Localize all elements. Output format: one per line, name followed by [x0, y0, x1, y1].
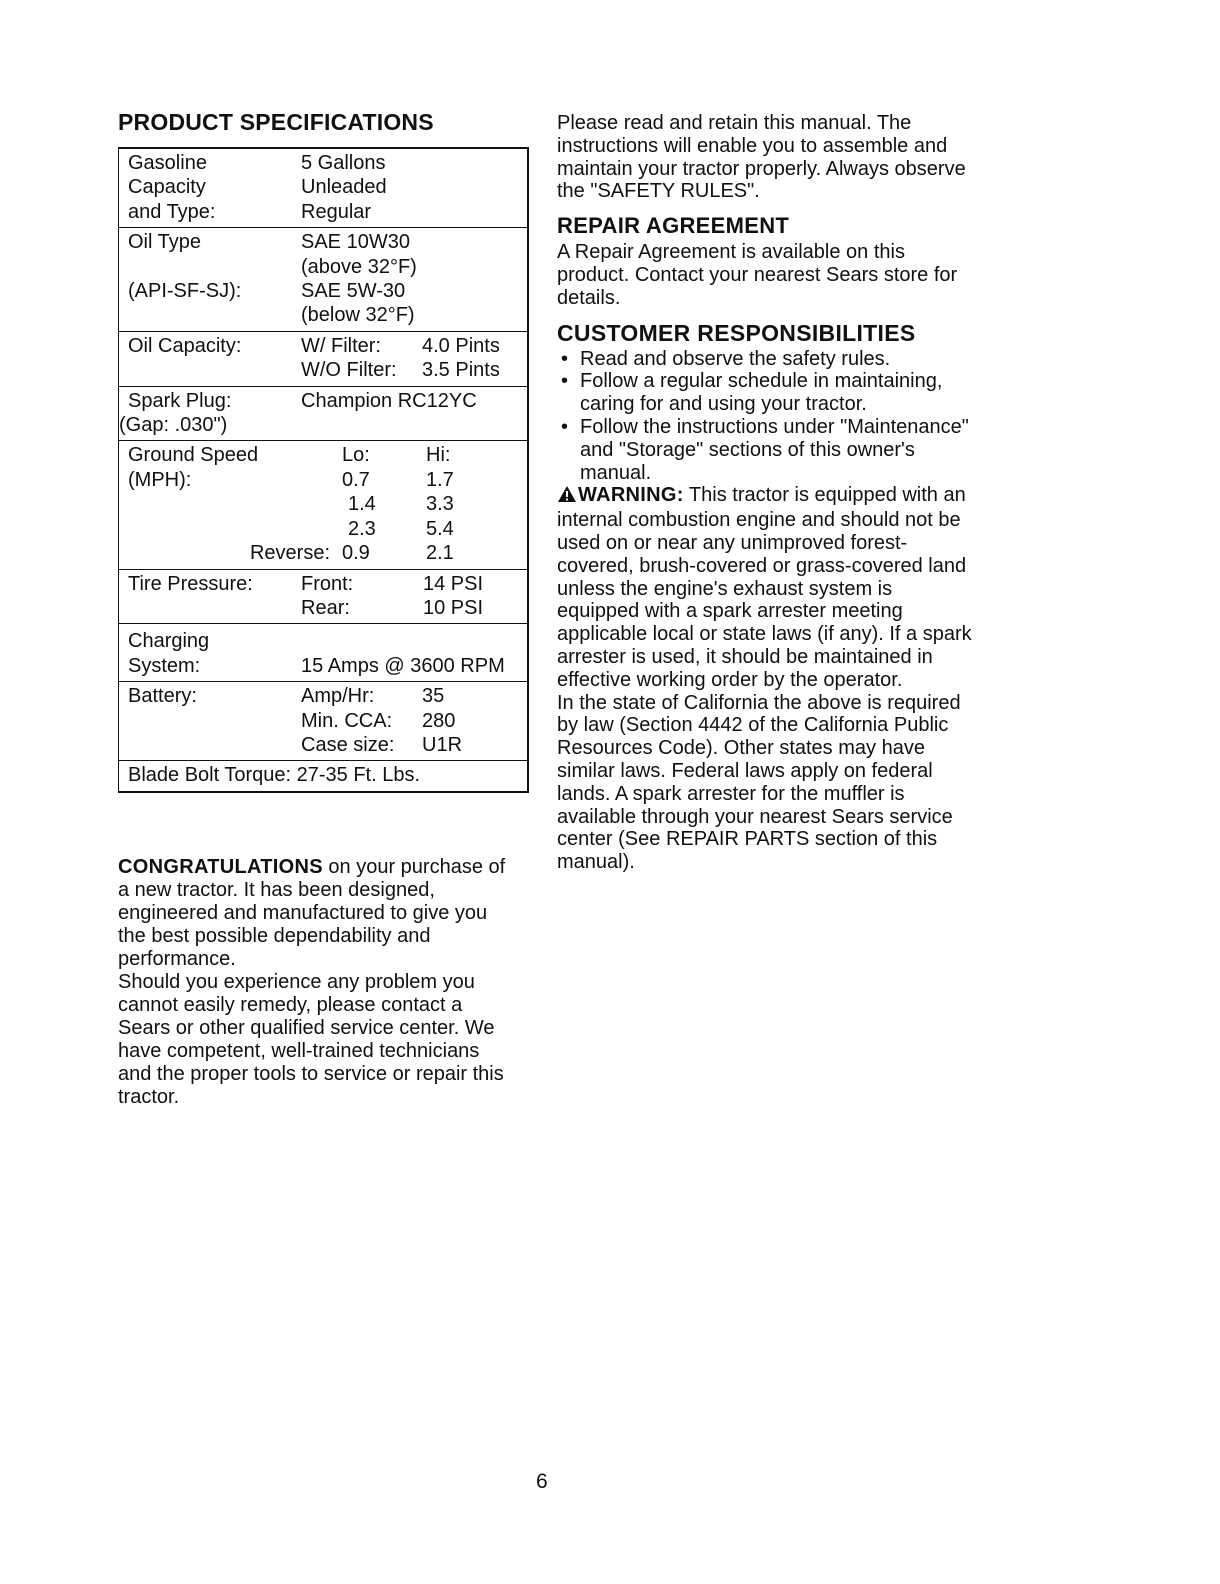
intro-paragraph: Please read and retain this manual. The instructions will enable you to assemble and maintain your tractor properly. Always observe the "SAFETY RULES".	[557, 112, 966, 203]
spark-plug-label: Spark Plug:	[128, 389, 232, 412]
spec-row-charging-system: Charging System: 15 Amps @ 3600 RPM	[119, 623, 527, 681]
list-item: • Follow the instructions under "Maintenance" and "Storage" sections of this owner's manual.	[557, 416, 972, 484]
warning-paragraph	[557, 484, 972, 691]
congratulations-section	[118, 856, 518, 1109]
responsibilities-list	[557, 348, 972, 485]
list-item: • Follow a regular schedule in maintaining, caring for and using your tractor.	[557, 370, 972, 416]
spec-row-spark-plug	[119, 386, 527, 441]
spark-plug-gap: (Gap: .030")	[119, 414, 228, 437]
product-specifications-heading: PRODUCT SPECIFICATIONS	[118, 109, 434, 135]
spec-row-blade-bolt-torque: Blade Bolt Torque: 27-35 Ft. Lbs.	[119, 760, 527, 790]
warning-label: WARNING:	[578, 484, 684, 507]
right-column	[557, 112, 972, 874]
specifications-table	[118, 147, 529, 793]
left-column	[118, 108, 528, 1109]
charging-value: 15 Amps @ 3600 RPM	[301, 654, 505, 677]
congratulations-paragraph: CONGRATULATIONS on your purchase of a new tractor. It has been designed, engineered and manufactured to give you the best possible dependability and performance.	[118, 855, 506, 970]
speed-hi-header: Hi:	[426, 444, 451, 467]
customer-responsibilities-heading: CUSTOMER RESPONSIBILITIES	[557, 319, 916, 346]
spec-row-ground-speed: Ground Speed Lo: Hi: (MPH): 0.7 1.7 1.4 3.3 2.3 5.4 Reverse: 0.9 2.1	[119, 440, 527, 568]
page-number: 6	[536, 1470, 548, 1493]
spec-row-oil-capacity	[119, 331, 527, 386]
repair-agreement-heading: REPAIR AGREEMENT	[557, 213, 790, 239]
oil-capacity-values: W/ Filter: 4.0 Pints W/O Filter: 3.5 Pints	[301, 334, 500, 382]
spec-row-gasoline	[119, 149, 527, 227]
spec-row-oil-type	[119, 227, 527, 331]
oil-capacity-label: Oil Capacity:	[128, 334, 242, 357]
warning-text: This tractor is equipped with an internal combustion engine and should not be used on or near any unimproved forest-covered, brush-covered or grass-covered land unless the engine's exhaust system is equipped with a spark arrester meeting applicable local or state laws (if any). If a spark arrester is used, it should be maintained in effective working order by the operator.	[557, 484, 972, 691]
spec-row-tire-pressure: Tire Pressure: Front: 14 PSI Rear: 10 PSI	[119, 569, 527, 624]
speed-lo-header: Lo:	[342, 444, 370, 467]
gasoline-label: Gasoline Capacity and Type:	[128, 152, 216, 223]
spark-plug-value: Champion RC12YC	[301, 389, 477, 412]
warning-triangle-icon	[557, 485, 577, 509]
california-paragraph: In the state of California the above is required by law (Section 4442 of the California Public Resources Code). Other states may have similar laws. Federal laws apply on federal lands. A spark arrester for the muffler is available through your nearest Sears service center (See REPAIR PARTS section of this manual).	[557, 691, 961, 874]
list-item: • Read and observe the safety rules.	[557, 348, 972, 371]
spec-row-battery: Battery: Amp/Hr: 35 Min. CCA: 280 Case size: U1R	[119, 681, 527, 760]
oil-type-value: SAE 10W30 (above 32°F) SAE 5W-30 (below 32°F)	[301, 231, 417, 327]
oil-type-label: Oil Type (API-SF-SJ):	[128, 231, 242, 303]
service-paragraph: Should you experience any problem you cannot easily remedy, please contact a Sears or other qualified service center. We have competent, well-trained technicians and the proper tools to service or repair this tractor.	[118, 970, 504, 1108]
speed-reverse-label: Reverse:	[249, 542, 330, 565]
gasoline-value: 5 Gallons Unleaded Regular	[301, 152, 387, 223]
repair-agreement-text: A Repair Agreement is available on this product. Contact your nearest Sears store for details.	[557, 241, 958, 309]
